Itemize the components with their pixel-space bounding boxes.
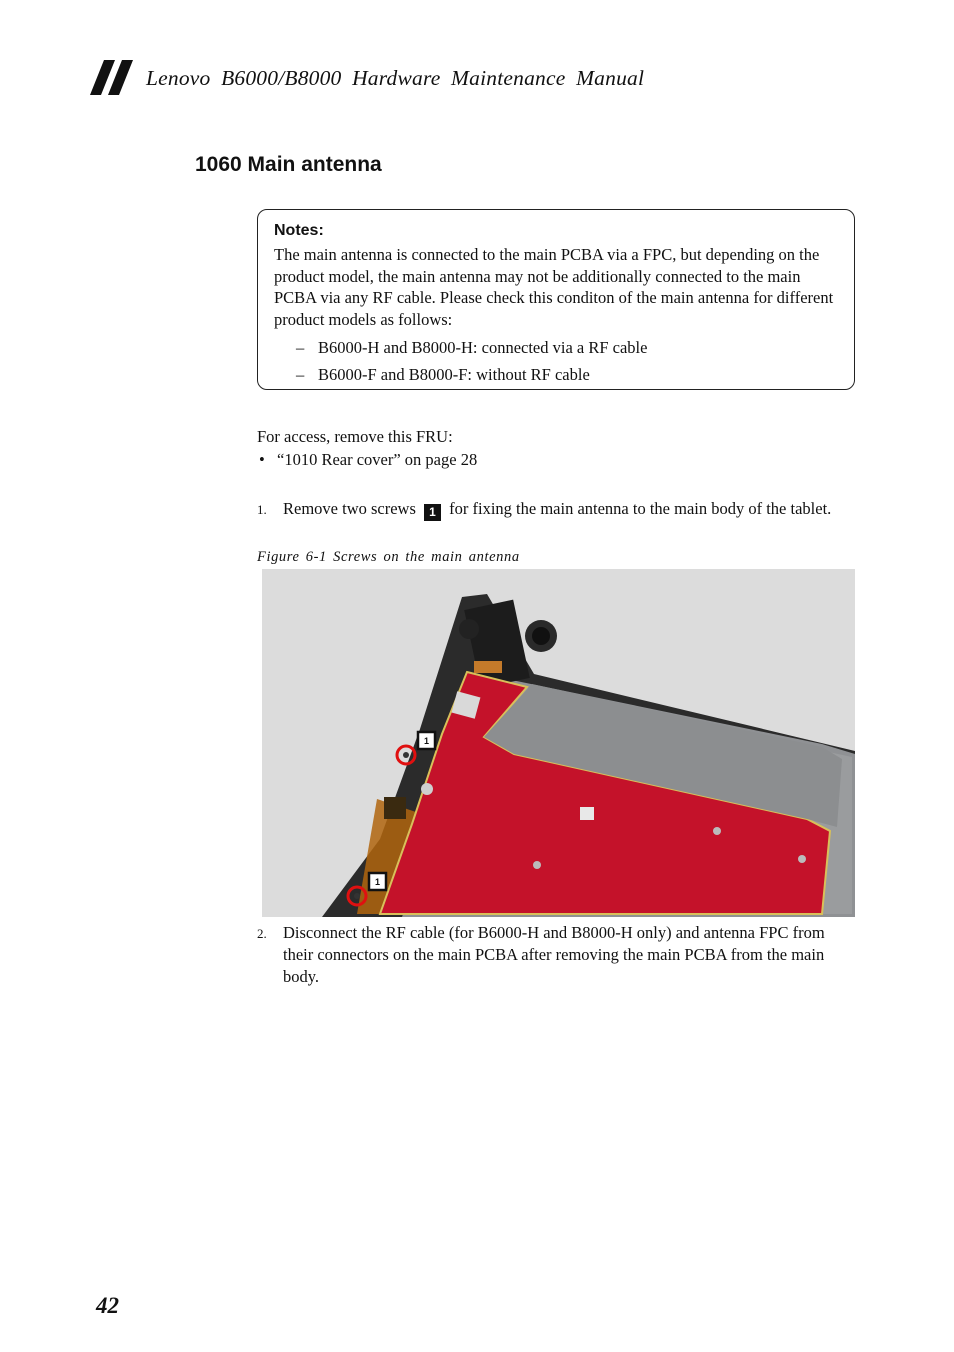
page-header bbox=[90, 58, 644, 98]
callout-badge: 1 bbox=[424, 504, 441, 521]
dash-marker: – bbox=[296, 338, 305, 357]
figure-caption: Figure 6-1 Screws on the main antenna bbox=[257, 549, 520, 565]
page-number: 42 bbox=[96, 1293, 119, 1318]
manual-title: Lenovo B6000/B8000 Hardware Maintenance Manual bbox=[146, 65, 645, 90]
notes-item-text: B6000-F and B8000-F: without RF cable bbox=[318, 365, 590, 384]
step-2 bbox=[257, 922, 857, 988]
step-text-after: for fixing the main antenna to the main body of the tablet. bbox=[449, 499, 832, 518]
step-text bbox=[283, 498, 857, 521]
notes-label: Notes: bbox=[274, 222, 324, 239]
notes-list-item bbox=[274, 334, 838, 361]
notes-list bbox=[274, 334, 838, 388]
access-intro: For access, remove this FRU: bbox=[257, 427, 453, 446]
section-title: 1060 Main antenna bbox=[195, 153, 382, 176]
bullet-marker: • bbox=[259, 450, 265, 469]
notes-item-text: B6000-H and B8000-H: connected via a RF cable bbox=[318, 338, 648, 357]
notes-list-item bbox=[274, 361, 838, 388]
step-number: 1. bbox=[257, 502, 267, 517]
notes-text: The main antenna is connected to the main PCBA via a FPC, but depending on the product model, the main antenna may not be additionally connected to the main PCBA via any RF cable. Please check this conditon of the main antenna for different product models as follows: bbox=[274, 245, 834, 329]
step-text: Disconnect the RF cable (for B6000-H and B8000-H only) and antenna FPC from their connectors on the main PCBA after removing the main PCBA from the main body. bbox=[283, 923, 825, 986]
double-slash-logo-icon bbox=[90, 60, 136, 96]
step-1 bbox=[257, 498, 857, 521]
figure-callout: 1 bbox=[374, 877, 381, 887]
dash-marker: – bbox=[296, 365, 305, 384]
figure-callout: 1 bbox=[423, 736, 430, 746]
fru-list bbox=[257, 448, 857, 471]
access-section bbox=[257, 425, 857, 471]
fru-link[interactable]: “1010 Rear cover” on page 28 bbox=[277, 450, 478, 469]
step-text-before: Remove two screws bbox=[283, 499, 416, 518]
figure-photo bbox=[262, 569, 855, 917]
step-number: 2. bbox=[257, 926, 267, 941]
fru-list-item bbox=[257, 448, 857, 471]
notes-box bbox=[257, 209, 855, 390]
